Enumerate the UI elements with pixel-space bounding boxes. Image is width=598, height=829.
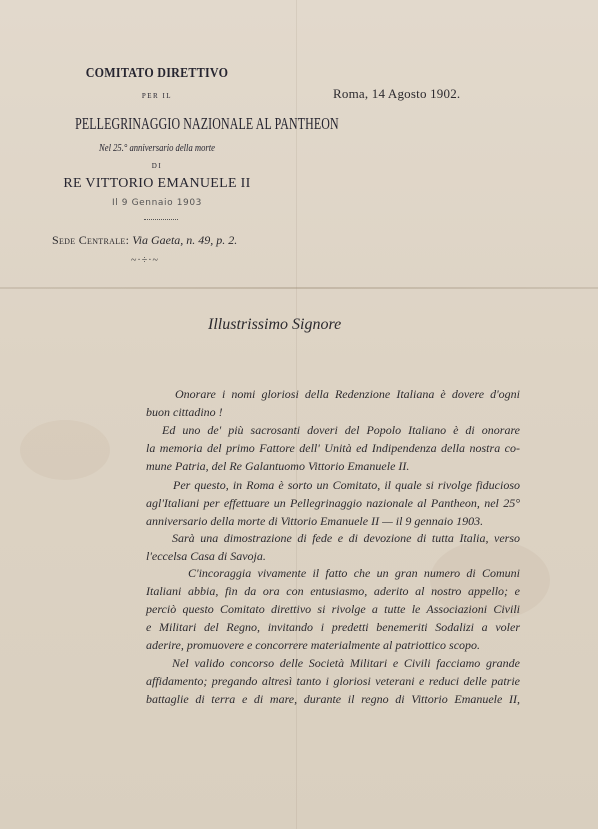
body-line: la memoria del primo Fattore dell' Unità ed Indipendenza della nostra co-: [146, 441, 520, 455]
body-line: Per questo, in Roma è sorto un Comitato, il quale si rivolge fiducioso: [173, 478, 520, 492]
body-line: Onorare i nomi gloriosi della Redenzione Italiana è dovere d'ogni: [175, 387, 520, 401]
body-line: Italiani abbia, fin da ora con entusiasmo, aderito al nostro appello; e: [146, 584, 520, 598]
body-line: Sarà una dimostrazione di fede e di devozione di tutta Italia, verso: [172, 531, 520, 545]
body-line: battaglie di terra e di mare, durante il regno di Vittorio Emanuele II,: [146, 692, 520, 706]
king-name: RE VITTORIO EMANUELE II: [63, 176, 251, 191]
body-line: l'eccelsa Casa di Savoja.: [146, 549, 266, 563]
body-line: affidamento; pregando altresì tanto i gloriosi veterani e reduci delle patrie: [146, 674, 520, 688]
body-line: C'incoraggia vivamente il fatto che un gran numero di Comuni: [188, 566, 520, 580]
header-divider: [144, 219, 178, 220]
body-line: agl'Italiani per effettuare un Pellegrinaggio nazionale al Pantheon, nel 25°: [146, 496, 520, 510]
letter-date: Roma, 14 Agosto 1902.: [333, 86, 461, 101]
body-line: anniversario della morte di Vittorio Emanuele II — il 9 gennaio 1903.: [146, 514, 484, 528]
committee-per-il: PER IL: [141, 92, 173, 100]
body-line: mune Patria, del Re Galantuomo Vittorio Emanuele II.: [146, 459, 410, 473]
body-line: Nel valido concorso delle Società Militari e Civili facciamo grande: [172, 656, 520, 670]
body-line: buon cittadino !: [146, 405, 223, 419]
committee-title: COMITATO DIRETTIVO: [85, 66, 229, 81]
anniversary-line: Nel 25.° anniversario della morte: [99, 143, 215, 154]
headquarters-address: Via Gaeta, n. 49, p. 2.: [132, 233, 238, 247]
event-date: Il 9 Gennaio 1903: [111, 198, 202, 208]
paper-fold-horizontal: [0, 287, 598, 289]
headquarters-label: Sede Centrale:: [52, 233, 130, 247]
salutation: Illustrissimo Signore: [208, 316, 342, 333]
paper-stain: [20, 420, 110, 480]
body-line: perciò questo Comitato direttivo si rivolge a tutte le Associazioni Civili: [146, 602, 520, 616]
body-line: aderire, promuovere e concorrere materialmente al patriottico scopo.: [146, 638, 481, 652]
ornament-divider-icon: ~·÷·~: [131, 255, 159, 266]
header-di: DI: [151, 162, 163, 170]
body-line: e Militari del Regno, invitando i predetti benemeriti Sodalizi a voler: [146, 620, 520, 634]
body-line: Ed uno de' più sacrosanti doveri del Popolo Italiano è di onorare: [162, 423, 520, 437]
headquarters: [52, 233, 237, 248]
pilgrimage-title: PELLEGRINAGGIO NAZIONALE AL PANTHEON: [75, 114, 339, 133]
